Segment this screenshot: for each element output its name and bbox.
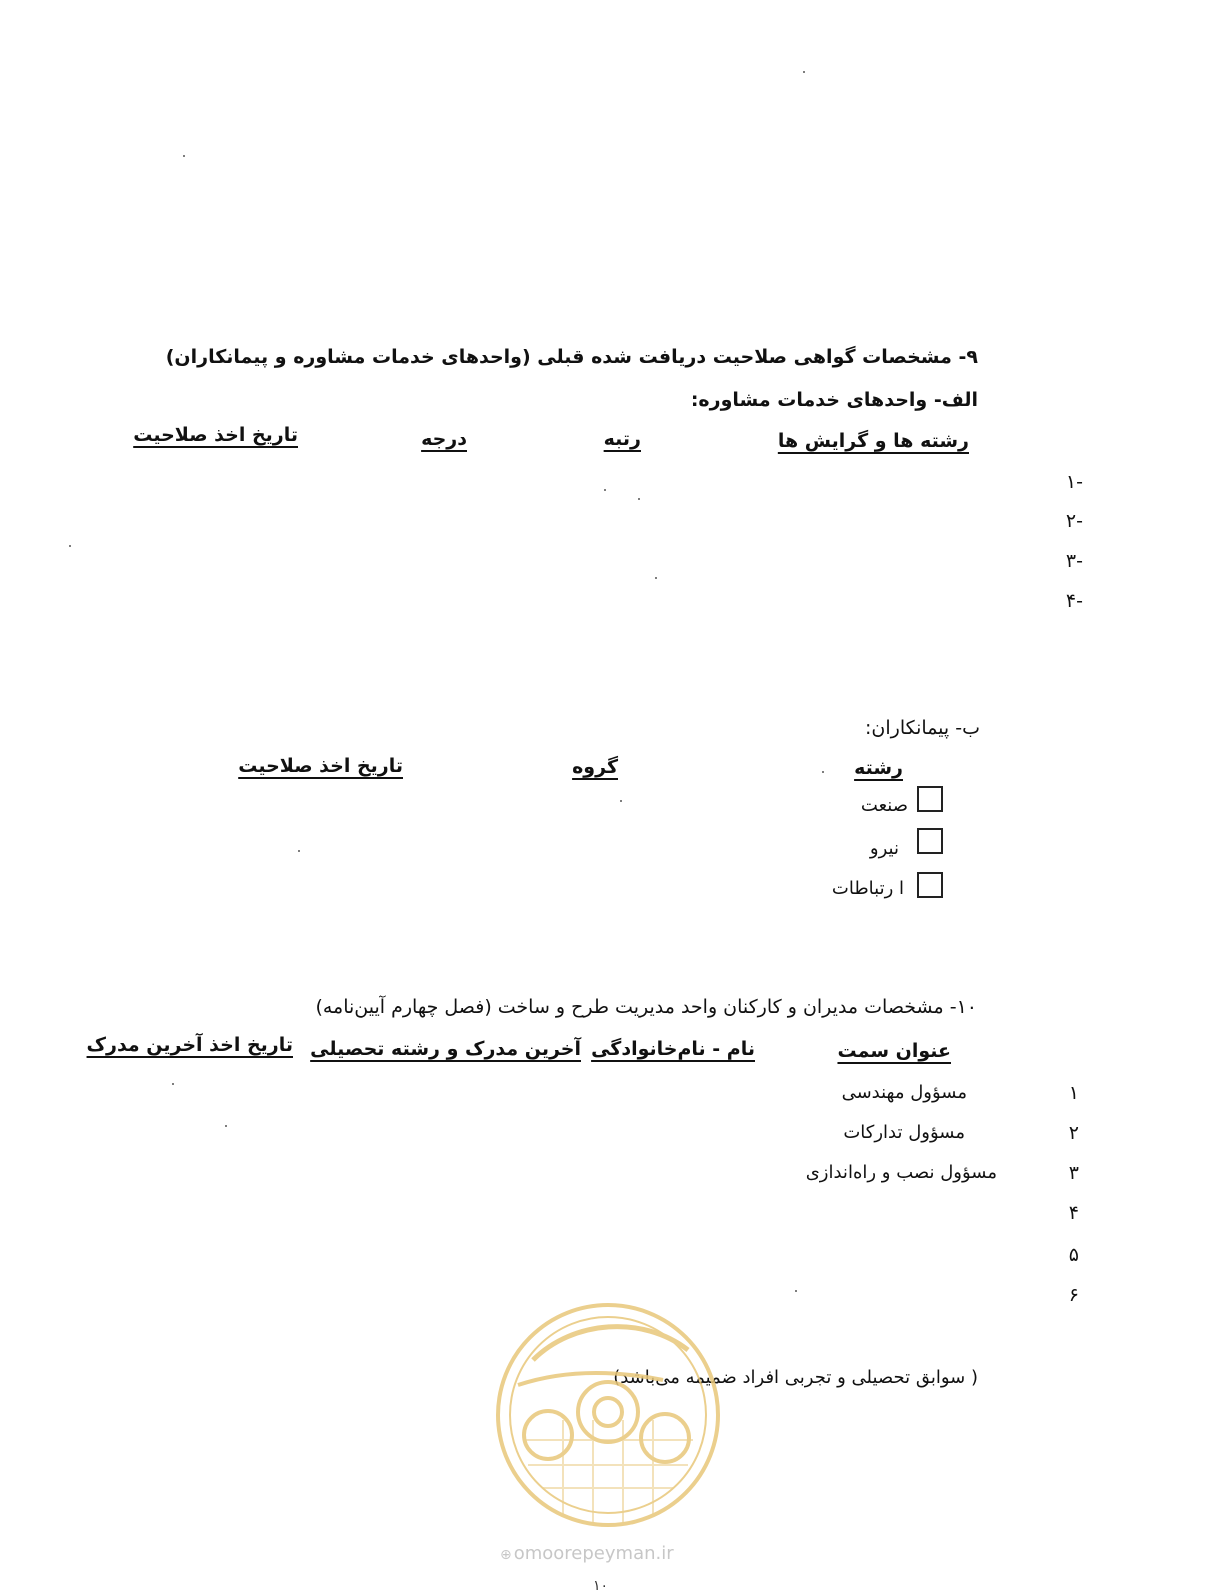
attachment-note-text: ( سوابق تحصیلی و تجربی افراد ضمیمه می‌باشد) xyxy=(613,1367,978,1388)
scan-speck xyxy=(638,498,640,500)
scan-speck xyxy=(225,1125,227,1127)
page-number: ۱۰ xyxy=(593,1578,609,1594)
telecom-checkbox[interactable] xyxy=(917,872,943,898)
watermark-text: omoorepeyman.ir xyxy=(513,1543,674,1564)
scan-speck xyxy=(298,850,300,852)
watermark-url xyxy=(500,1543,674,1564)
section10-col-degree: آخرین مدرک و رشته تحصیلی xyxy=(310,1038,581,1060)
procurement-officer-label: مسؤول تدارکات xyxy=(843,1122,965,1143)
scan-speck xyxy=(620,800,622,802)
section10-col-name: نام - نام‌خانوادگی xyxy=(591,1038,755,1060)
part-a-row-number: -۳ xyxy=(1065,550,1083,572)
industry-checkbox-label: صنعت xyxy=(860,795,908,816)
engineering-officer-label: مسؤول مهندسی xyxy=(841,1082,967,1103)
scan-speck xyxy=(655,577,657,579)
scan-speck xyxy=(803,71,805,73)
globe-icon: ⊕ xyxy=(500,1547,512,1563)
scan-speck xyxy=(795,1290,797,1292)
part-b-col-field: رشته xyxy=(854,757,903,779)
section10-row-number: ۱ xyxy=(1068,1082,1079,1104)
scan-speck xyxy=(822,771,824,773)
power-checkbox-label: نیرو xyxy=(869,838,899,859)
part-a-col-fields: رشته ها و گرایش ها xyxy=(777,430,969,452)
scan-speck xyxy=(183,155,185,157)
scan-speck xyxy=(604,489,606,491)
part-a-row-number: -۱ xyxy=(1065,471,1083,493)
section10-row-number: ۶ xyxy=(1068,1284,1079,1306)
section10-row-number: ۴ xyxy=(1068,1202,1079,1224)
section10-row-number: ۵ xyxy=(1068,1244,1079,1266)
part-a-row-number: -۴ xyxy=(1065,590,1083,612)
part-a-col-grade: درجه xyxy=(421,428,467,450)
section9-part-b-title: ب- پیمانکاران: xyxy=(865,717,980,739)
section9-part-a-title: الف- واحدهای خدمات مشاوره: xyxy=(690,389,978,411)
part-a-col-date: تاریخ اخذ صلاحیت xyxy=(133,424,298,446)
scan-speck xyxy=(69,545,71,547)
section9-title: ۹- مشخصات گواهی صلاحیت دریافت شده قبلی (واحدهای خدمات مشاوره و پیمانکاران) xyxy=(165,346,978,368)
watermark-seal-icon xyxy=(493,1300,723,1530)
power-checkbox[interactable] xyxy=(917,828,943,854)
part-a-row-number: -۲ xyxy=(1065,510,1083,532)
industry-checkbox[interactable] xyxy=(917,786,943,812)
section10-col-position: عنوان سمت xyxy=(837,1040,951,1062)
section10-title: ۱۰- مشخصات مدیران و کارکنان واحد مدیریت طرح و ساخت (فصل چهارم آیین‌نامه) xyxy=(315,996,977,1018)
telecom-checkbox-label: ا رتباطات xyxy=(831,878,904,899)
part-b-col-group: گروه xyxy=(572,756,618,778)
scan-speck xyxy=(172,1083,174,1085)
installation-officer-label: مسؤول نصب و راه‌اندازی xyxy=(805,1162,997,1183)
part-b-col-date: تاریخ اخذ صلاحیت xyxy=(238,755,403,777)
section10-row-number: ۳ xyxy=(1068,1162,1079,1184)
part-a-col-rank: رتبه xyxy=(603,428,641,450)
section10-col-degree-date: تاریخ اخذ آخرین مدرک xyxy=(86,1034,293,1056)
section10-row-number: ۲ xyxy=(1068,1122,1079,1144)
